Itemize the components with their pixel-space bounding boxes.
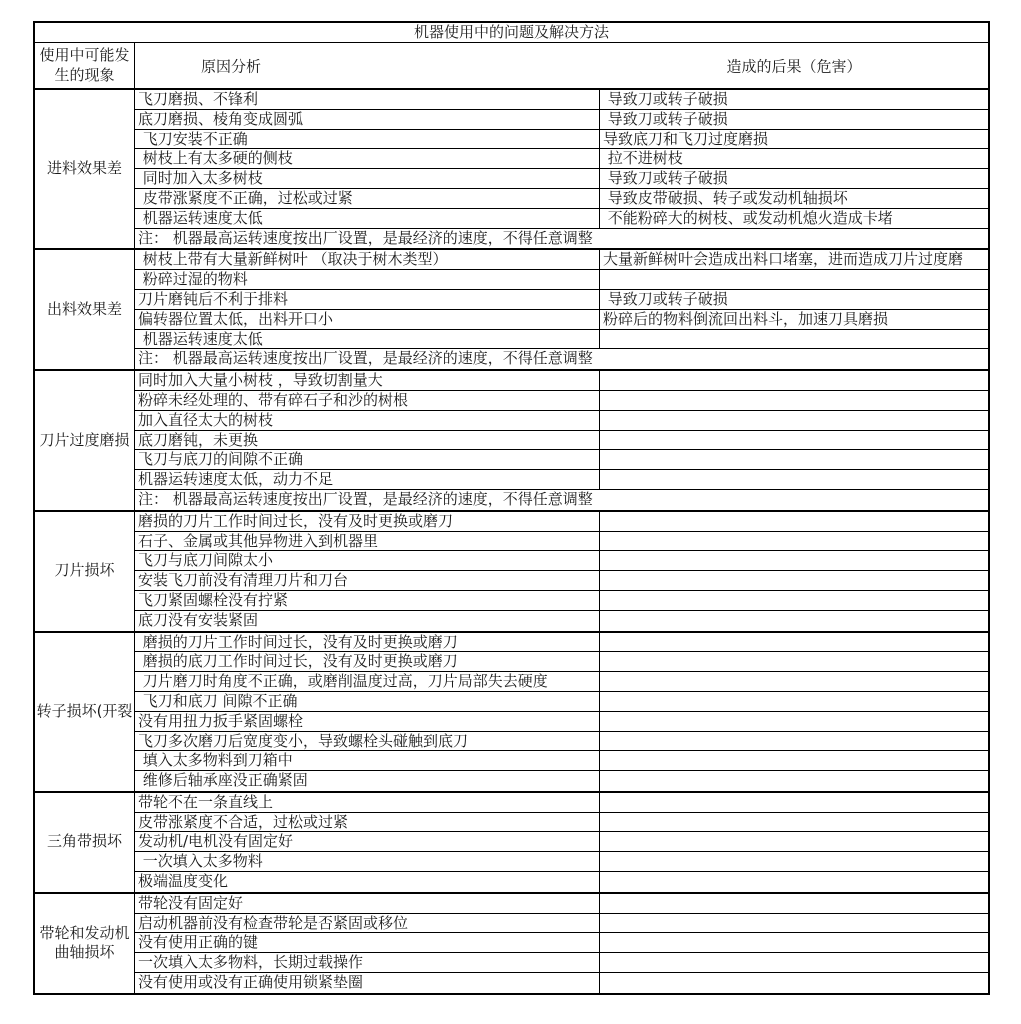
table-row [135, 852, 988, 872]
table-title: 机器使用中的问题及解决方法 [35, 23, 988, 43]
section-rows [135, 90, 988, 248]
cause-cell: 底刀磨损、棱角变成圆弧 [135, 110, 600, 129]
cause-cell: 偏转器位置太低，出料开口小 [135, 310, 600, 329]
table-row [135, 450, 988, 470]
table-row [135, 914, 988, 934]
result-cell [600, 652, 988, 671]
table-row [135, 894, 988, 914]
cause-cell: 没有使用或没有正确使用锁紧垫圈 [135, 973, 600, 993]
table-row [135, 672, 988, 692]
table-section [35, 250, 988, 371]
table-row [135, 189, 988, 209]
result-cell [600, 973, 988, 993]
section-rows [135, 894, 988, 993]
cause-cell: 极端温度变化 [135, 872, 600, 892]
cause-cell: 树枝上有太多硬的侧枝 [135, 149, 600, 168]
cause-cell: 带轮没有固定好 [135, 894, 600, 913]
table-section [35, 90, 988, 250]
phenomenon-cell: 进料效果差 [35, 90, 135, 248]
result-cell [600, 793, 988, 812]
result-cell [600, 692, 988, 711]
result-cell: 不能粉碎大的树枝、或发动机熄火造成卡堵 [603, 208, 893, 227]
table-row [135, 270, 988, 290]
table-row [135, 130, 988, 150]
cause-cell: 没有用扭力扳手紧固螺栓 [135, 712, 600, 731]
result-cell [600, 431, 988, 450]
table-section [35, 371, 988, 512]
cause-cell: 底刀没有安装紧固 [135, 611, 600, 631]
table-row [135, 431, 988, 451]
cause-cell: 加入直径太大的树枝 [135, 411, 600, 430]
cause-cell: 机器运转速度太低，动力不足 [135, 470, 600, 489]
table-row [135, 250, 988, 270]
cause-cell: 底刀磨钝，未更换 [135, 431, 600, 450]
result-cell [600, 771, 988, 791]
cause-cell: 一次填入太多物料，长期过载操作 [135, 953, 600, 972]
cause-cell: 石子、金属或其他异物进入到机器里 [135, 532, 600, 551]
result-cell [600, 852, 988, 871]
table-section [35, 633, 988, 793]
table-row [135, 551, 988, 571]
cause-cell: 带轮不在一条直线上 [135, 793, 600, 812]
table-row [135, 571, 988, 591]
result-cell [600, 391, 988, 410]
cause-cell: 粉碎未经处理的、带有碎石子和沙的树根 [135, 391, 600, 410]
section-rows [135, 250, 988, 369]
result-cell [600, 330, 988, 349]
cause-cell: 机器运转速度太低 [135, 330, 600, 349]
section-rows [135, 793, 988, 892]
result-cell [600, 732, 988, 751]
table-section [35, 793, 988, 894]
note-row [135, 349, 988, 369]
cause-cell: 飞刀与底刀间隙太小 [135, 551, 600, 570]
cause-cell: 刀片磨钝后不利于排料 [135, 290, 600, 309]
result-cell: 导致底刀和飞刀过度磨损 [603, 129, 769, 148]
cause-cell: 启动机器前没有检查带轮是否紧固或移位 [135, 914, 600, 933]
table-section [35, 894, 988, 993]
cause-cell: 同时加入大量小树枝 ，导致切割量大 [135, 371, 600, 390]
result-cell [600, 512, 988, 531]
table-row [135, 953, 988, 973]
result-cell [600, 813, 988, 832]
table-row [135, 732, 988, 752]
result-cell [600, 551, 988, 570]
result-cell: 导致刀或转子破损 [603, 109, 728, 128]
cause-cell: 磨损的刀片工作时间过长，没有及时更换或磨刀 [135, 512, 600, 531]
result-cell [600, 914, 988, 933]
result-cell [600, 953, 988, 972]
cause-cell: 皮带涨紧度不正确，过松或过紧 [135, 189, 600, 208]
table-row [135, 391, 988, 411]
result-cell [600, 611, 988, 631]
table-row [135, 771, 988, 791]
cause-cell: 树枝上带有大量新鲜树叶 （取决于树木类型） [135, 250, 600, 269]
table-row [135, 751, 988, 771]
result-cell [600, 712, 988, 731]
table-row [135, 611, 988, 631]
note-cell: 注： 机器最高运转速度按出厂设置，是最经济的速度，不得任意调整 [138, 228, 593, 247]
result-cell [600, 751, 988, 770]
table-row [135, 813, 988, 833]
table-header-row [35, 43, 988, 90]
table-row [135, 290, 988, 310]
result-cell [600, 672, 988, 691]
table-row [135, 793, 988, 813]
section-rows [135, 512, 988, 631]
result-cell [600, 571, 988, 590]
phenomenon-cell: 带轮和发动机曲轴损坏 [35, 894, 135, 993]
table-row [135, 712, 988, 732]
note-row [135, 229, 988, 249]
column-header-group [135, 43, 988, 88]
cause-cell: 维修后轴承座没正确紧固 [135, 771, 600, 791]
result-cell [600, 270, 988, 289]
troubleshooting-table [33, 21, 990, 995]
result-cell: 导致刀或转子破损 [603, 169, 728, 188]
phenomenon-cell: 转子损坏(开裂 [35, 633, 135, 791]
phenomenon-cell: 出料效果差 [35, 250, 135, 369]
cause-cell: 同时加入太多树枝 [135, 169, 600, 188]
table-body [35, 90, 988, 993]
note-row [135, 490, 988, 510]
result-cell: 大量新鲜树叶会造成出料口堵塞，进而造成刀片过度磨 [603, 250, 964, 269]
table-row [135, 209, 988, 229]
result-cell: 导致皮带破损、转子或发动机轴损坏 [603, 188, 848, 207]
table-row [135, 411, 988, 431]
table-row [135, 90, 988, 110]
phenomenon-cell: 刀片过度磨损 [35, 371, 135, 510]
column-header-result: 造成的后果（危害） [726, 57, 862, 75]
note-cell: 注： 机器最高运转速度按出厂设置，是最经济的速度，不得任意调整 [138, 349, 593, 368]
result-cell [600, 450, 988, 469]
table-row [135, 933, 988, 953]
cause-cell: 磨损的底刀工作时间过长，没有及时更换或磨刀 [135, 652, 600, 671]
result-cell [600, 532, 988, 551]
cause-cell: 飞刀紧固螺栓没有拧紧 [135, 591, 600, 610]
cause-cell: 机器运转速度太低 [135, 209, 600, 228]
table-row [135, 110, 988, 130]
cause-cell: 安装飞刀前没有清理刀片和刀台 [135, 571, 600, 590]
table-row [135, 330, 988, 350]
cause-cell: 一次填入太多物料 [135, 852, 600, 871]
cause-cell: 飞刀多次磨刀后宽度变小，导致螺栓头碰触到底刀 [135, 732, 600, 751]
cause-cell: 发动机/电机没有固定好 [135, 832, 600, 851]
result-cell [600, 411, 988, 430]
cause-cell: 填入太多物料到刀箱中 [135, 751, 600, 770]
phenomenon-cell: 三角带损坏 [35, 793, 135, 892]
result-cell [600, 371, 988, 390]
column-header-cause: 原因分析 [201, 57, 262, 75]
result-cell [600, 894, 988, 913]
table-row [135, 591, 988, 611]
cause-cell: 飞刀与底刀的间隙不正确 [135, 450, 600, 469]
cause-cell: 刀片磨刀时角度不正确，或磨削温度过高，刀片局部失去硬度 [135, 672, 600, 691]
cause-cell: 磨损的刀片工作时间过长，没有及时更换或磨刀 [135, 633, 600, 652]
result-cell: 导致刀或转子破损 [603, 90, 728, 108]
result-cell [600, 633, 988, 652]
result-cell [600, 832, 988, 851]
phenomenon-cell: 刀片损坏 [35, 512, 135, 631]
cause-cell: 皮带涨紧度不合适，过松或过紧 [135, 813, 600, 832]
table-row [135, 512, 988, 532]
result-cell [600, 872, 988, 892]
cause-cell: 粉碎过湿的物料 [135, 270, 600, 289]
table-row [135, 652, 988, 672]
table-row [135, 692, 988, 712]
table-row [135, 633, 988, 653]
table-row [135, 169, 988, 189]
cause-cell: 飞刀安装不正确 [135, 130, 600, 149]
result-cell [600, 591, 988, 610]
result-cell [600, 470, 988, 489]
table-row [135, 310, 988, 330]
table-row [135, 149, 988, 169]
result-cell: 粉碎后的物料倒流回出料斗，加速刀具磨损 [603, 309, 889, 328]
result-cell [600, 933, 988, 952]
section-rows [135, 371, 988, 510]
column-header-phenomenon: 使用中可能发生的现象 [35, 43, 135, 88]
result-cell: 拉不进树枝 [603, 149, 683, 168]
table-row [135, 470, 988, 490]
table-row [135, 872, 988, 892]
table-row [135, 832, 988, 852]
cause-cell: 飞刀和底刀 间隙不正确 [135, 692, 600, 711]
result-cell: 导致刀或转子破损 [603, 289, 728, 308]
table-row [135, 532, 988, 552]
cause-cell: 没有使用正确的键 [135, 933, 600, 952]
table-row [135, 371, 988, 391]
section-rows [135, 633, 988, 791]
cause-cell: 飞刀磨损、不锋利 [135, 90, 600, 109]
table-row [135, 973, 988, 993]
table-section [35, 512, 988, 633]
note-cell: 注： 机器最高运转速度按出厂设置，是最经济的速度，不得任意调整 [138, 489, 593, 508]
